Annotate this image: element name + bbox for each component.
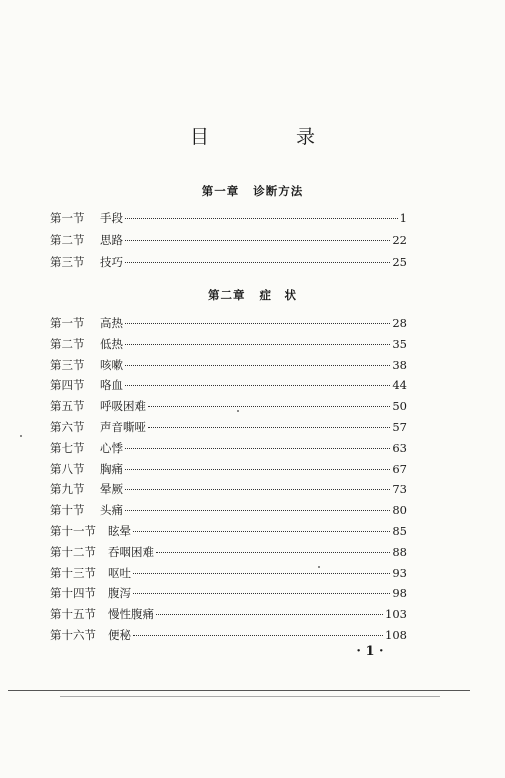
dot-leader xyxy=(125,510,390,511)
toc-entry xyxy=(50,439,407,457)
toc-entry xyxy=(50,376,407,394)
page-number: 57 xyxy=(392,420,407,434)
dot-leader xyxy=(125,323,390,324)
section-title: 手段 xyxy=(100,211,123,225)
section-title: 呼吸困难 xyxy=(100,399,146,414)
page-number: 1 xyxy=(399,211,407,225)
dot-leader xyxy=(125,262,390,263)
section-title: 慢性腹痛 xyxy=(108,607,154,622)
toc-entry xyxy=(50,314,407,332)
toc-entry xyxy=(50,605,407,623)
toc-entry xyxy=(50,584,407,602)
section-number: 第五节 xyxy=(50,399,85,414)
page-number: 108 xyxy=(385,628,407,642)
chapter-heading xyxy=(0,287,505,303)
page-number: 35 xyxy=(392,336,407,351)
section-number: 第一节 xyxy=(50,316,85,330)
toc-entry xyxy=(50,543,407,561)
section-number: 第十四节 xyxy=(50,586,96,601)
page-number: 22 xyxy=(392,233,407,247)
dot-leader xyxy=(156,614,383,615)
section-title: 心悸 xyxy=(100,440,123,455)
dot-leader xyxy=(125,344,390,345)
page-number: 85 xyxy=(392,524,407,538)
section-title: 头痛 xyxy=(100,503,123,518)
dot-leader xyxy=(133,531,390,532)
section-title: 声音嘶哑 xyxy=(100,420,146,434)
dot-leader xyxy=(125,448,390,449)
page-number: 93 xyxy=(392,565,407,580)
section-number: 第二节 xyxy=(50,233,85,247)
page-number: 73 xyxy=(392,482,407,497)
section-title: 腹泻 xyxy=(108,586,131,601)
page-number: 103 xyxy=(385,607,407,622)
section-title: 咳嗽 xyxy=(100,357,123,372)
bottom-rule-faint xyxy=(60,696,440,697)
toc-entry xyxy=(50,480,407,498)
section-number: 第九节 xyxy=(50,482,85,497)
toc-title: 目 录 xyxy=(189,126,349,148)
section-number: 第一节 xyxy=(50,211,85,225)
section-number: 第二节 xyxy=(50,336,85,351)
page-number: 38 xyxy=(392,357,407,372)
toc-entry xyxy=(50,335,407,353)
dot-leader xyxy=(148,406,390,407)
bottom-rule xyxy=(8,690,470,691)
page-number: 25 xyxy=(392,255,407,269)
section-number: 第十三节 xyxy=(50,565,96,580)
toc-entry xyxy=(50,501,407,519)
section-title: 便秘 xyxy=(108,628,131,642)
dot-leader xyxy=(125,365,390,366)
toc-entry xyxy=(50,356,407,374)
section-number: 第十节 xyxy=(50,503,85,518)
page-number: 44 xyxy=(392,378,407,393)
section-title: 眩晕 xyxy=(108,524,131,538)
dot-leader xyxy=(133,635,383,636)
page-number: 63 xyxy=(392,440,407,455)
section-number: 第十五节 xyxy=(50,607,96,622)
scan-speck xyxy=(237,410,239,412)
chapter-heading xyxy=(0,183,505,199)
section-number: 第八节 xyxy=(50,461,85,476)
section-title: 高热 xyxy=(100,316,123,330)
scan-speck xyxy=(20,435,22,437)
section-number: 第七节 xyxy=(50,440,85,455)
page-number: 88 xyxy=(392,544,407,559)
chapter-name: 症 状 xyxy=(259,288,297,302)
dot-leader xyxy=(125,469,390,470)
chapter-number: 第二章 xyxy=(208,288,246,302)
dot-leader xyxy=(133,573,390,574)
dot-leader xyxy=(125,385,390,386)
chapter-number: 第一章 xyxy=(201,184,240,198)
section-number: 第六节 xyxy=(50,420,85,434)
dot-leader xyxy=(125,489,390,490)
section-number: 第四节 xyxy=(50,378,85,393)
toc-entry xyxy=(50,397,407,415)
toc-entry xyxy=(50,231,407,249)
footer-page-number: · 1 · xyxy=(356,644,384,659)
section-number: 第三节 xyxy=(50,357,85,372)
scan-speck xyxy=(318,566,320,568)
page-number: 50 xyxy=(392,399,407,414)
page-number: 80 xyxy=(392,503,407,518)
section-number: 第十六节 xyxy=(50,628,96,642)
section-number: 第十二节 xyxy=(50,544,96,559)
toc-entry xyxy=(50,253,407,271)
toc-entry xyxy=(50,209,407,227)
dot-leader xyxy=(125,218,398,219)
section-title: 咯血 xyxy=(100,378,123,393)
section-number: 第三节 xyxy=(50,255,85,269)
dot-leader xyxy=(148,427,390,428)
section-title: 胸痛 xyxy=(100,461,123,476)
section-title: 低热 xyxy=(100,336,123,351)
dot-leader xyxy=(125,240,390,241)
toc-entry xyxy=(50,522,407,540)
dot-leader xyxy=(156,552,390,553)
toc-entry xyxy=(50,460,407,478)
chapter-name: 诊断方法 xyxy=(253,184,304,198)
toc-entry xyxy=(50,418,407,436)
toc-entry xyxy=(50,564,407,582)
section-title: 思路 xyxy=(100,233,123,247)
page-number: 98 xyxy=(392,586,407,601)
page-number: 28 xyxy=(392,316,407,330)
section-number: 第十一节 xyxy=(50,524,96,538)
dot-leader xyxy=(133,593,390,594)
section-title: 技巧 xyxy=(100,255,123,269)
toc-entry xyxy=(50,626,407,644)
page-number: 67 xyxy=(392,461,407,476)
section-title: 吞咽困难 xyxy=(108,544,154,559)
section-title: 晕厥 xyxy=(100,482,123,497)
section-title: 呕吐 xyxy=(108,565,131,580)
